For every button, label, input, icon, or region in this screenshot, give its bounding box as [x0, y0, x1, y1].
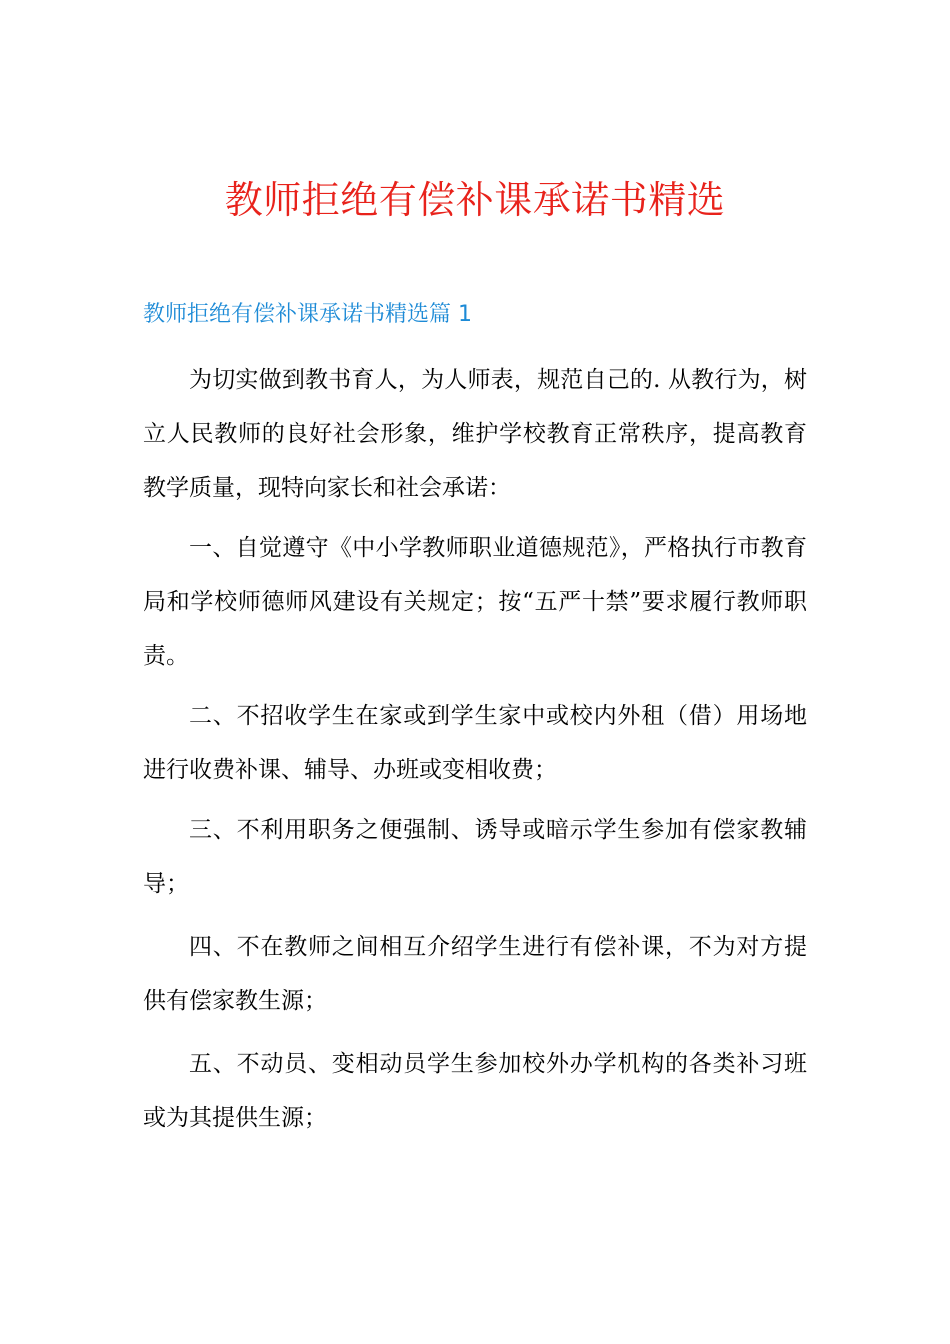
paragraph-item-5: 五、不动员、变相动员学生参加校外办学机构的各类补习班或为其提供生源； [143, 1051, 807, 1131]
section-heading: 教师拒绝有偿补课承诺书精选篇 1 [143, 302, 472, 327]
paragraph-item-4: 四、不在教师之间相互介绍学生进行有偿补课，不为对方提供有偿家教生源； [143, 934, 807, 1014]
document-title: 教师拒绝有偿补课承诺书精选 [224, 178, 726, 222]
paragraph-intro: 为切实做到教书育人，为人师表，规范自己的. 从教行为，树立人民教师的良好社会形象，维护学校教育正常秩序，提高教育教学质量，现特向家长和社会承诺： [143, 367, 807, 501]
paragraph-item-3: 三、不利用职务之便强制、诱导或暗示学生参加有偿家教辅导； [143, 817, 807, 897]
paragraph-item-2: 二、不招收学生在家或到学生家中或校内外租（借）用场地进行收费补课、辅导、办班或变相收费； [143, 703, 807, 783]
paragraph-item-1: 一、自觉遵守《中小学教师职业道德规范》，严格执行市教育局和学校师德师风建设有关规定；按“五严十禁”要求履行教师职责。 [143, 535, 807, 669]
